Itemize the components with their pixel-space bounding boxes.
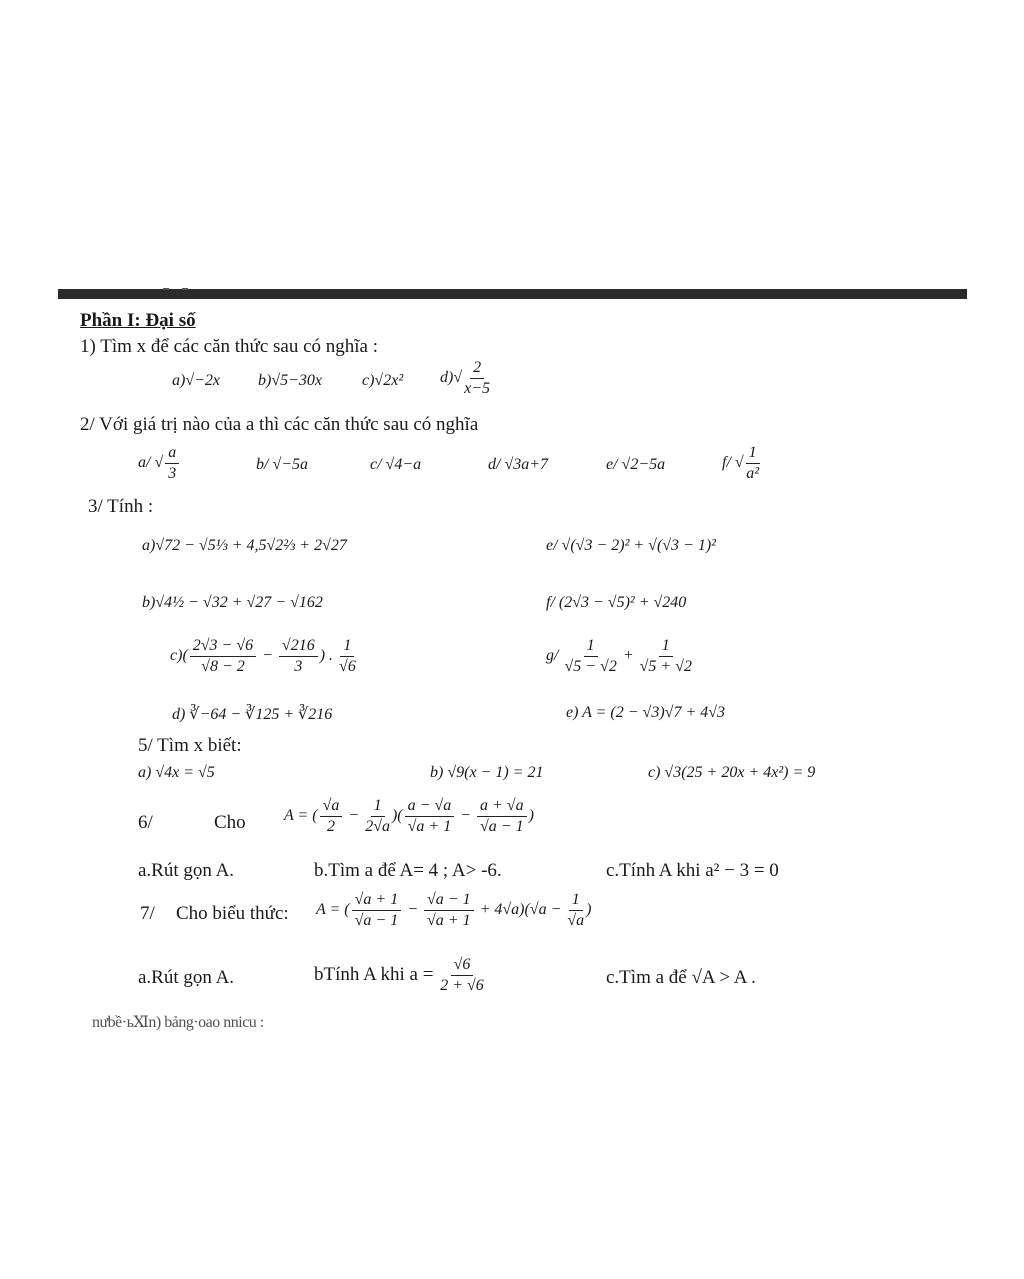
q7-den3: √a <box>567 912 585 929</box>
q3-g-den1: √5 − √2 <box>564 658 617 675</box>
q2-f-fraction <box>746 443 760 484</box>
q6-den2: 2√a <box>365 818 390 835</box>
q6-c: c.Tính A khi a² − 3 = 0 <box>606 860 779 881</box>
header-divider-bar <box>58 289 967 299</box>
q3-d: d) ∛−64 − ∛125 + ∛216 <box>172 706 333 723</box>
q6-frac1 <box>320 796 343 837</box>
q3-c-den3: √6 <box>339 658 356 675</box>
q3-a: a)√72 − √5⅓ + 4,5√2⅔ + 2√27 <box>142 537 347 554</box>
q7-b-prefix: bTính A khi a = <box>314 963 434 985</box>
q3-g-label: g/ <box>546 647 559 665</box>
q2-e: e/ √2−5a <box>606 456 666 473</box>
bar-tick-mark <box>182 288 188 290</box>
q6-formula: A = ( $\frac{√a}{2}$ − $\frac{1}{2√a}$ )( $\frac{a - √a}{√a + 1}$ − $\frac{a + √a}{√a - 1}$ ) <box>284 797 534 835</box>
q2-a-label: a/ <box>138 454 151 472</box>
q7-b-fraction <box>440 955 484 996</box>
q2-prompt: 2/ Với giá trị nào của a thì các căn thức sau có nghĩa <box>80 414 479 435</box>
q3-c-num1: 2√3 − √6 <box>190 636 256 657</box>
q1-d-den: x−5 <box>464 380 491 397</box>
q7-c: c.Tìm a để √A > A . <box>606 967 756 988</box>
q6-num2: 1 <box>371 796 385 817</box>
q7-mid-term: + 4√a <box>479 901 520 919</box>
q7-den1: √a − 1 <box>354 912 399 929</box>
section-title: Phần I: Đại số <box>80 310 196 331</box>
q7-prompt: Cho biểu thức: <box>176 903 289 924</box>
q1-b: b)√5−30x <box>258 372 323 389</box>
q6-den3: √a + 1 <box>407 818 452 835</box>
q2-c: c/ √4−a <box>370 456 422 473</box>
q7-den2: √a + 1 <box>426 912 471 929</box>
q2-a-num: a <box>165 443 179 464</box>
q5-prompt: 5/ Tìm x biết: <box>138 735 242 756</box>
q5-a: a) √4x = √5 <box>138 764 215 781</box>
q3-g-frac2 <box>640 636 692 677</box>
q6-frac2 <box>365 796 390 837</box>
q2-f: f/ √ $\frac{1}{\text{a²}}$ <box>722 444 760 482</box>
q3-e2: e) A = (2 − √3)√7 + 4√3 <box>566 704 726 721</box>
q7-num3: 1 <box>569 890 583 911</box>
q3-b: b)√4½ − √32 + √27 − √162 <box>142 594 323 611</box>
q6-den4: √a − 1 <box>480 818 524 835</box>
q2-a-fraction <box>165 443 179 484</box>
q6-formula-prefix: A = <box>284 807 309 825</box>
q7-b-num: √6 <box>451 955 474 976</box>
q3-c-frac3 <box>339 636 356 677</box>
q1-d-num: 2 <box>470 358 484 379</box>
q1-d-fraction <box>464 358 490 399</box>
q3-f: f/ (2√3 − √5)² + √240 <box>546 594 687 611</box>
bar-tick-mark <box>163 288 169 290</box>
q1-c: c)√2x² <box>362 372 404 389</box>
q3-e: e/ √(√3 − 2)² + √(√3 − 1)² <box>546 537 716 554</box>
q3-c-frac2 <box>279 636 318 677</box>
q6-b: b.Tìm a để A= 4 ; A> -6. <box>314 860 502 881</box>
q3-g-frac1 <box>564 636 616 677</box>
q6-a: a.Rút gọn A. <box>138 860 235 881</box>
q7-num1: √a + 1 <box>352 890 402 911</box>
q3-c-num2: √216 <box>279 636 318 657</box>
q2-f-den: a² <box>746 465 760 482</box>
q3-c-label: c) <box>170 647 183 665</box>
q5-b: b) √9(x − 1) = 21 <box>430 764 544 781</box>
q6-num3: a − √a <box>405 796 455 817</box>
q3-c-den2: 3 <box>294 658 303 675</box>
q2-a-den: 3 <box>168 465 177 482</box>
q7-b <box>314 955 486 996</box>
q3-c-frac1 <box>190 636 256 677</box>
q3-g-num1: 1 <box>584 636 598 657</box>
q6-frac3 <box>405 796 455 837</box>
q3-c: c)( $\frac{2√3 - √6}{√8 - 2}$ − $\frac{√216}{3}$ ) . $\frac{1}{√6}$ <box>170 637 356 675</box>
q7-frac3 <box>567 890 584 931</box>
q7-formula-prefix: A = <box>316 901 341 919</box>
q1-a: a)√−2x <box>172 372 221 389</box>
q7-tail-pre: √a − <box>529 901 562 919</box>
q1-d-label: d) <box>440 369 454 387</box>
q7-frac1 <box>352 890 402 931</box>
q6-frac4 <box>477 796 527 837</box>
q7-b-den: 2 + √6 <box>440 977 484 994</box>
q6-cho: Cho <box>214 812 246 833</box>
q2-d: d/ √3a+7 <box>488 456 549 473</box>
q2-b: b/ √−5a <box>256 456 309 473</box>
q3-c-den1: √8 − 2 <box>201 658 245 675</box>
footer-smudged-text: nưbề·ьⅪn) bảng·oao nnicu : <box>92 1014 264 1031</box>
q3-g: g/ $\frac{1}{√5 - √2}$ + $\frac{1}{√5 + √2}$ <box>546 637 692 675</box>
q2-a: a/ √ $\frac{a}{3}$ <box>138 443 181 484</box>
q5-c: c) √3(25 + 20x + 4x²) = 9 <box>648 764 816 781</box>
q6-label: 6/ <box>138 812 153 833</box>
q7-formula: A = ( $\frac{√a + 1}{√a - 1}$ − $\frac{√a - 1}{√a + 1}$ + 4√a)(√a − $\frac{1}{√a}$ ) <box>316 891 592 929</box>
q3-g-num2: 1 <box>659 636 673 657</box>
q6-num4: a + √a <box>477 796 527 817</box>
q2-f-num: 1 <box>746 443 760 464</box>
q7-label: 7/ <box>140 903 155 924</box>
q1-prompt: 1) Tìm x để các căn thức sau có nghĩa : <box>80 336 379 357</box>
q7-frac2 <box>424 890 474 931</box>
q7-a: a.Rút gọn A. <box>138 967 235 988</box>
q3-c-num3: 1 <box>340 636 354 657</box>
q3-g-den2: √5 + √2 <box>639 658 692 675</box>
q2-f-label: f/ <box>722 454 731 472</box>
q1-d: d)√ $\frac{2}{x-5}$ <box>440 359 491 397</box>
q6-den1: 2 <box>327 818 335 835</box>
q7-num2: √a − 1 <box>424 890 474 911</box>
q6-num1: √a <box>320 796 343 817</box>
q3-prompt: 3/ Tính : <box>88 496 154 517</box>
